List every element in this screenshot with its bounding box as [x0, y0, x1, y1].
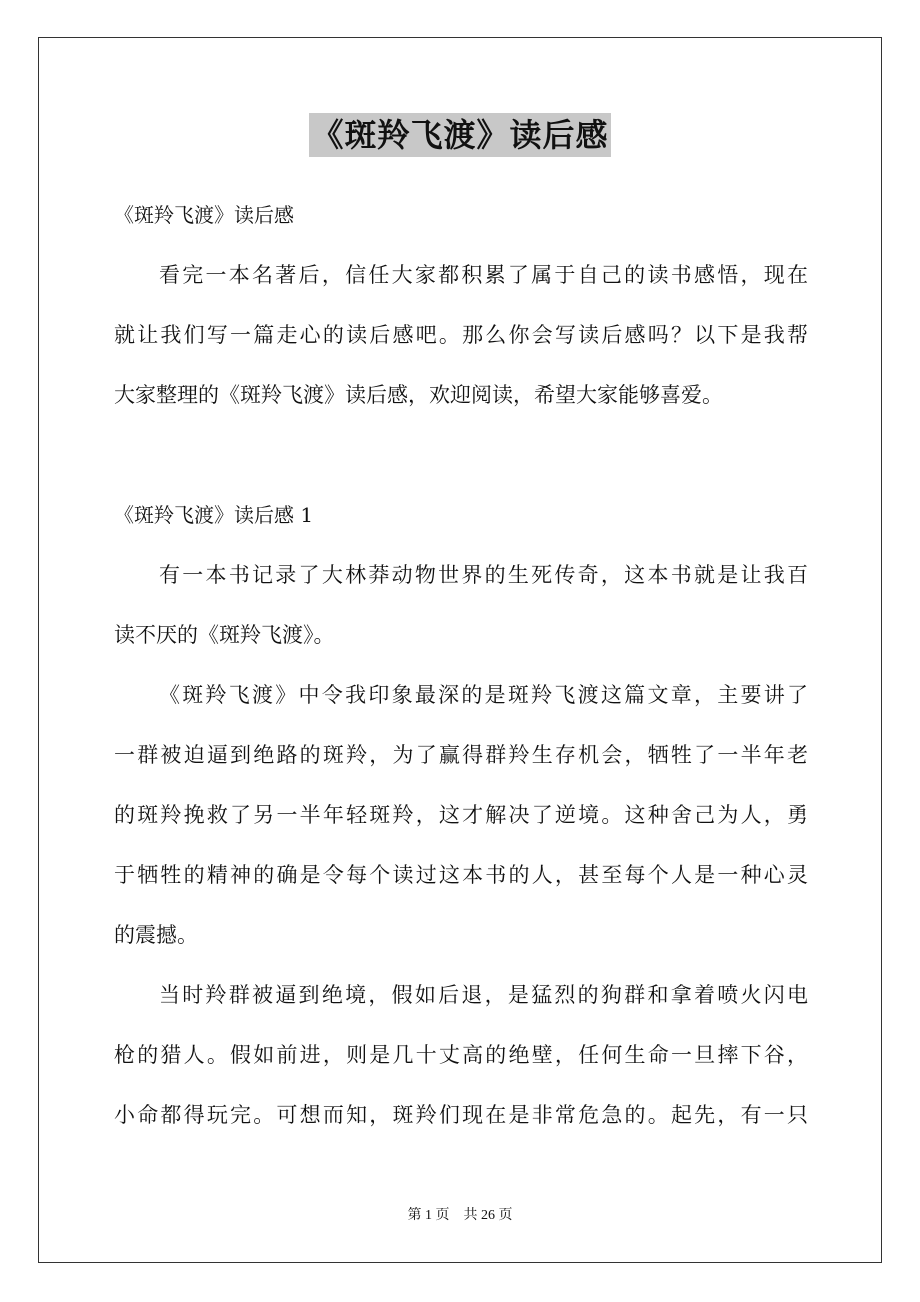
para2-line-3: 的斑羚挽救了另一半年轻斑羚，这才解决了逆境。这种舍己为人，勇: [114, 803, 808, 827]
intro-line-1: 看完一本名著后，信任大家都积累了属于自己的读书感悟，现在: [159, 263, 808, 287]
para3-line-3: 小命都得玩完。可想而知，斑羚们现在是非常危急的。起先，有一只: [114, 1103, 808, 1127]
para1-line-2: 读不厌的《斑羚飞渡》。: [114, 623, 335, 647]
subtitle: 《斑羚飞渡》读后感: [114, 203, 294, 227]
para2-line-4: 于牺牲的精神的确是令每个读过这本书的人，甚至每个人是一种心灵: [114, 863, 808, 887]
intro-line-3: 大家整理的《斑羚飞渡》读后感，欢迎阅读，希望大家能够喜爱。: [114, 383, 723, 407]
para2-line-2: 一群被迫逼到绝路的斑羚，为了赢得群羚生存机会，牺牲了一半年老: [114, 743, 808, 767]
para1-line-1: 有一本书记录了大林莽动物世界的生死传奇，这本书就是让我百: [159, 563, 808, 587]
para3-line-1: 当时羚群被逼到绝境，假如后退，是猛烈的狗群和拿着喷火闪电: [159, 983, 808, 1007]
document-body: [114, 185, 808, 1145]
document-title: 《斑羚飞渡》读后感: [309, 113, 610, 157]
section-heading: 《斑羚飞渡》读后感 1: [114, 503, 314, 527]
para2-line-5: 的震撼。: [114, 923, 198, 947]
intro-line-2: 就让我们写一篇走心的读后感吧。那么你会写读后感吗？以下是我帮: [114, 323, 808, 347]
blank-line: [114, 425, 808, 485]
para2-line-1: 《斑羚飞渡》中令我印象最深的是斑羚飞渡这篇文章，主要讲了: [159, 683, 808, 707]
para3-line-2: 枪的猎人。假如前进，则是几十丈高的绝壁，任何生命一旦摔下谷，: [114, 1043, 808, 1067]
page-footer: 第 1 页 共 26 页: [407, 1208, 513, 1223]
